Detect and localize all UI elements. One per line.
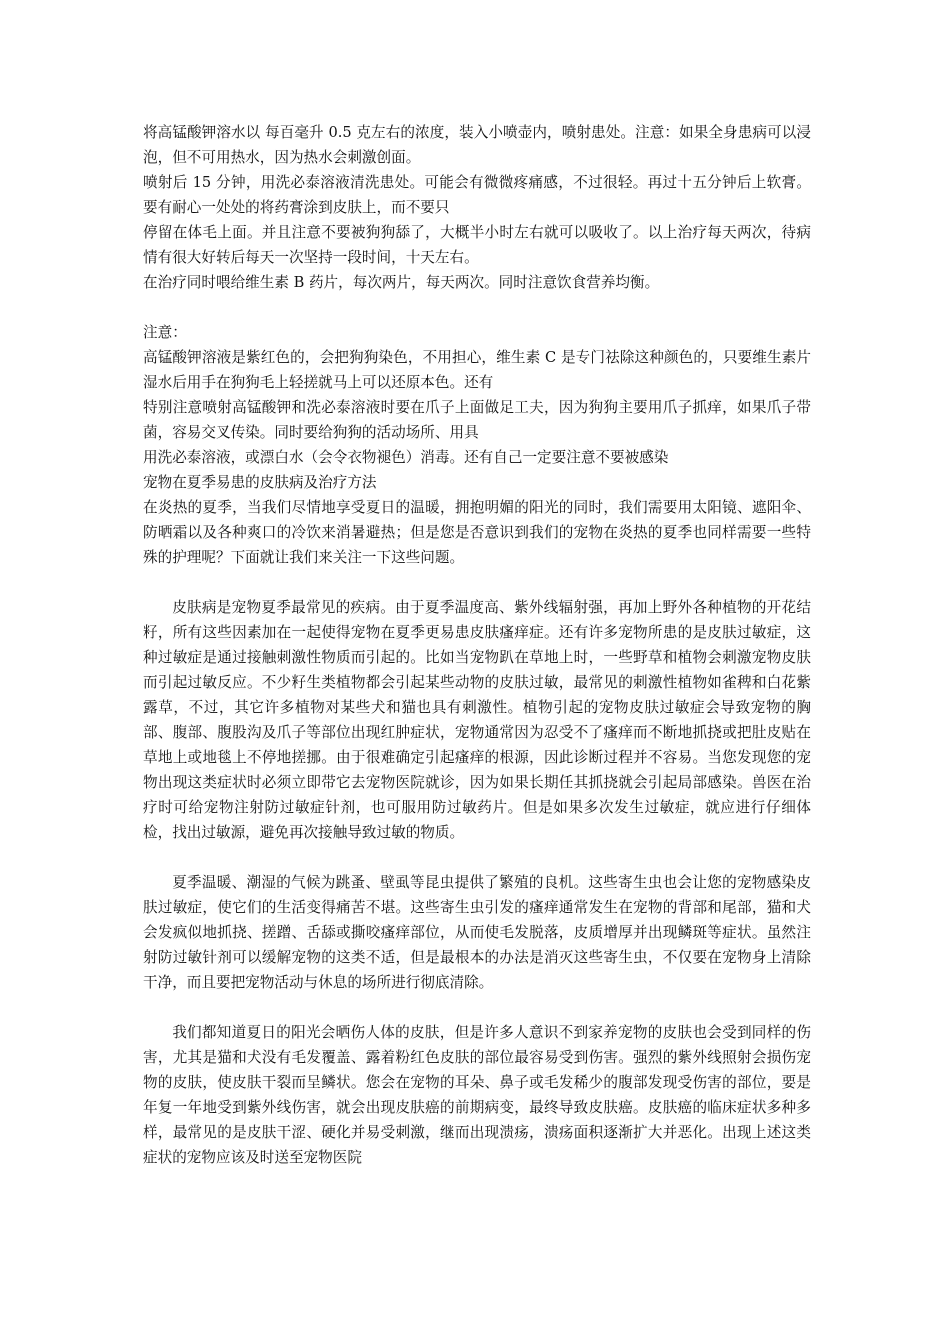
spacer	[143, 570, 811, 595]
sunburn-paragraph: 我们都知道夏日的阳光会晒伤人体的皮肤，但是许多人意识不到家养宠物的皮肤也会受到同样的伤害，尤其是猫和犬没有毛发覆盖、露着粉红色皮肤的部位最容易受到伤害。强烈的紫外线照射会损伤宠物的皮肤，使皮肤干裂而呈鳞状。您会在宠物的耳朵、鼻子或毛发稀少的腹部发现受伤害的部位，要是年复一年地受到紫外线伤害，就会出现皮肤癌的前期病变，最终导致皮肤癌。皮肤癌的临床症状多种多样，最常见的是皮肤干涩、硬化并易受刺激，继而出现溃疡，溃疡面积逐渐扩大并恶化。出现上述这类症状的宠物应该及时送至宠物医院	[143, 1024, 811, 1166]
notes-heading: 注意：	[143, 324, 187, 341]
notes-line-2: 特别注意喷射高锰酸钾和洗必泰溶液时要在爪子上面做足工夫，因为狗狗主要用爪子抓痒，如果爪子带菌，容易交叉传染。同时要给狗狗的活动场所、用具	[143, 399, 811, 441]
intro-paragraph: 在炎热的夏季，当我们尽情地享受夏日的温暖，拥抱明媚的阳光的同时，我们需要用太阳镜、遮阳伞、防晒霜以及各种爽口的冷饮来消暑避热；但是您是否意识到我们的宠物在炎热的夏季也同样需要一些特殊的护理呢？下面就让我们来关注一下这些问题。	[143, 499, 811, 566]
spacer	[143, 995, 811, 1020]
parasites-paragraph: 夏季温暖、潮湿的气候为跳蚤、壁虱等昆虫提供了繁殖的良机。这些寄生虫也会让您的宠物感染皮肤过敏症，使它们的生活变得痛苦不堪。这些寄生虫引发的瘙痒通常发生在宠物的背部和尾部，猫和犬会发疯似地抓挠、搓蹭、舌舔或撕咬瘙痒部位，从而使毛发脱落，皮质增厚并出现鳞斑等症状。虽然注射防过敏针剂可以缓解宠物的这类不适，但是最根本的办法是消灭这些寄生虫，不仅要在宠物身上清除干净，而且要把宠物活动与休息的场所进行彻底清除。	[143, 874, 811, 991]
treatment-line-1: 将高锰酸钾溶水以 每百毫升 0.5 克左右的浓度，装入小喷壶内，喷射患处。注意：如果全身患病可以浸泡，但不可用热水，因为热水会刺激创面。	[143, 124, 811, 166]
notes-line-3: 用洗必泰溶液，或漂白水（会令衣物褪色）消毒。还有自己一定要注意不要被感染	[143, 449, 669, 466]
spacer	[143, 845, 811, 870]
spacer	[143, 295, 811, 320]
document-body	[143, 120, 811, 1170]
treatment-line-3: 停留在体毛上面。并且注意不要被狗狗舔了，大概半小时左右就可以吸收了。以上治疗每天两次，待病情有很大好转后每天一次坚持一段时间，十天左右。	[143, 224, 811, 266]
treatment-line-4: 在治疗同时喂给维生素 B 药片，每次两片，每天两次。同时注意饮食营养均衡。	[143, 274, 660, 291]
treatment-line-2: 喷射后 15 分钟，用洗必泰溶液清洗患处。可能会有微微疼痛感，不过很轻。再过十五分钟后上软膏。要有耐心一处处的将药膏涂到皮肤上，而不要只	[143, 174, 811, 216]
article-title: 宠物在夏季易患的皮肤病及治疗方法	[143, 474, 377, 491]
allergy-paragraph: 皮肤病是宠物夏季最常见的疾病。由于夏季温度高、紫外线辐射强，再加上野外各种植物的开花结籽，所有这些因素加在一起使得宠物在夏季更易患皮肤瘙痒症。还有许多宠物所患的是皮肤过敏症，这种过敏症是通过接触刺激性物质而引起的。比如当宠物趴在草地上时，一些野草和植物会刺激宠物皮肤而引起过敏反应。不少籽生类植物都会引起某些动物的皮肤过敏，最常见的刺激性植物如雀稗和白花紫露草，不过，其它许多植物对某些犬和猫也具有刺激性。植物引起的宠物皮肤过敏症会导致宠物的胸部、腹部、腹股沟及爪子等部位出现红肿症状，宠物通常因为忍受不了瘙痒而不断地抓挠或把肚皮贴在草地上或地毯上不停地搓挪。由于很难确定引起瘙痒的根源，因此诊断过程并不容易。当您发现您的宠物出现这类症状时必须立即带它去宠物医院就诊，因为如果长期任其抓挠就会引起局部感染。兽医在治疗时可给宠物注射防过敏症针剂，也可服用防过敏药片。但是如果多次发生过敏症，就应进行仔细体检，找出过敏源，避免再次接触导致过敏的物质。	[143, 599, 811, 841]
notes-line-1: 高锰酸钾溶液是紫红色的，会把狗狗染色，不用担心，维生素 C 是专门祛除这种颜色的，只要维生素片湿水后用手在狗狗毛上轻搓就马上可以还原本色。还有	[143, 349, 811, 391]
